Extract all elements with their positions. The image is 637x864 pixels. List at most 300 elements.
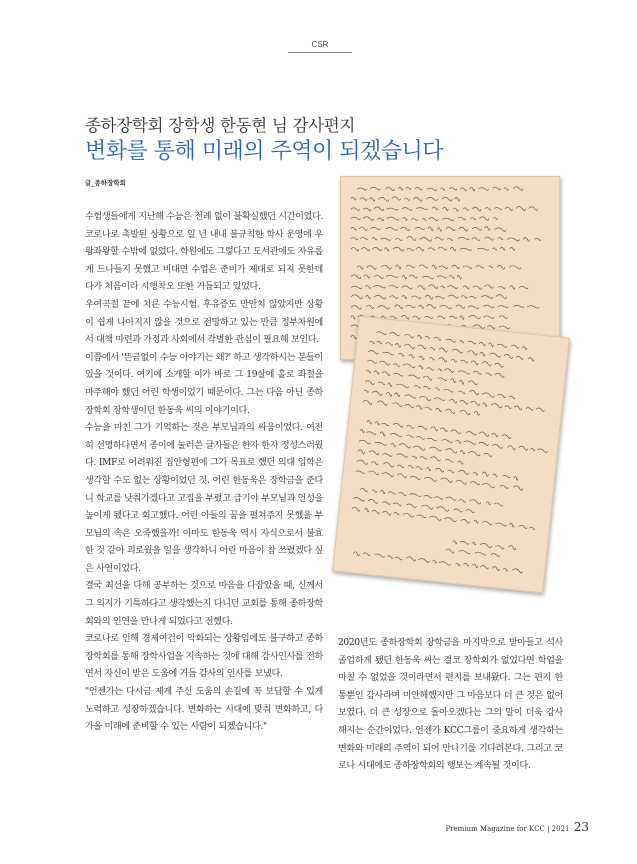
page-number: 23 xyxy=(573,820,589,834)
handwriting-stroke xyxy=(352,507,361,511)
handwriting-stroke xyxy=(444,368,454,372)
handwriting-stroke xyxy=(398,353,404,356)
handwriting-stroke xyxy=(418,286,426,290)
handwriting-stroke xyxy=(480,565,488,569)
handwriting-stroke xyxy=(458,550,470,554)
handwriting-stroke xyxy=(474,411,480,415)
handwriting-stroke xyxy=(456,480,467,484)
handwriting-stroke xyxy=(360,429,365,433)
handwriting-stroke xyxy=(396,265,401,269)
handwriting-stroke xyxy=(413,446,425,451)
handwriting-stroke xyxy=(372,510,380,514)
handwriting-stroke xyxy=(482,403,487,407)
handwriting-stroke xyxy=(503,568,507,571)
handwriting-stroke xyxy=(497,394,505,398)
handwriting-stroke xyxy=(516,207,525,211)
handwriting-stroke xyxy=(386,275,398,277)
handwriting-stroke xyxy=(449,399,457,403)
handwriting-stroke xyxy=(377,401,388,406)
handwriting-stroke xyxy=(395,343,401,347)
handwriting-stroke xyxy=(427,368,434,371)
handwriting-stroke xyxy=(446,497,457,501)
handwriting-stroke xyxy=(507,445,515,450)
handwriting-stroke xyxy=(450,247,455,251)
handwriting-stroke xyxy=(351,335,356,339)
handwriting-stroke xyxy=(405,305,415,308)
handwriting-stroke xyxy=(470,401,480,405)
handwriting-stroke xyxy=(513,187,523,190)
handwriting-stroke xyxy=(445,459,453,462)
handwriting-stroke xyxy=(360,237,367,239)
handwriting-stroke xyxy=(511,345,519,349)
handwriting-stroke xyxy=(426,305,435,309)
handwriting-stroke xyxy=(403,513,414,517)
handwriting-stroke xyxy=(364,208,371,211)
handwriting-stroke xyxy=(469,390,479,395)
handwriting-stroke xyxy=(485,207,490,210)
handwriting-stroke xyxy=(457,461,463,464)
handwriting-stroke xyxy=(374,295,386,299)
handwriting-stroke xyxy=(413,316,420,319)
handwriting-stroke xyxy=(498,237,503,239)
handwriting-stroke xyxy=(460,541,469,544)
handwriting-stroke xyxy=(386,342,393,345)
handwriting-stroke xyxy=(435,296,444,298)
handwriting-stroke xyxy=(406,435,413,438)
handwriting-stroke xyxy=(363,553,370,556)
handwriting-stroke xyxy=(486,373,492,376)
handwriting-stroke xyxy=(419,305,424,308)
handwriting-stroke xyxy=(412,456,417,459)
handwriting-stroke xyxy=(480,543,492,548)
handwriting-stroke xyxy=(508,545,516,550)
handwriting-stroke xyxy=(459,400,468,404)
handwriting-stroke xyxy=(369,450,379,454)
handwriting-stroke xyxy=(368,350,378,354)
handwriting-stroke xyxy=(420,456,427,459)
handwriting-stroke xyxy=(415,227,425,229)
handwriting-stroke xyxy=(479,442,489,446)
handwriting-stroke xyxy=(502,475,510,478)
handwriting-stroke xyxy=(368,499,378,503)
handwriting-stroke xyxy=(458,470,468,474)
handwriting-stroke xyxy=(475,266,483,268)
body-paragraph: 수험생들에게 지난해 수능은 전례 없이 불확실했던 시간이었다. 코로나로 촉발된 상황으로 일 년 내내 불규칙한 학사 운영에 우왕좌왕할 수밖에 없었다. 학원에도 그렇다고 도서관에도 자유롭게 드나들지 못했고 비대면 수업은 준비가 제대로 되지 못한데다가 처음이라 시행착오 또한 거듭되고 있었다. xyxy=(85,212,323,293)
handwriting-stroke xyxy=(451,359,457,362)
handwriting-stroke xyxy=(487,325,494,328)
handwriting-stroke xyxy=(477,248,488,250)
handwriting-stroke xyxy=(439,561,451,565)
handwriting-stroke xyxy=(460,248,472,250)
handwriting-stroke xyxy=(441,188,445,191)
handwriting-stroke xyxy=(363,217,373,220)
handwriting-stroke xyxy=(371,461,378,465)
handwriting-stroke xyxy=(471,361,479,365)
handwriting-stroke xyxy=(413,197,422,201)
handwriting-stroke xyxy=(416,466,423,469)
handwriting-stroke xyxy=(439,266,448,269)
handwriting-stroke xyxy=(497,265,504,269)
handwriting-stroke xyxy=(380,490,384,494)
body-paragraph: 우여곡절 끝에 치른 수능시험. 후유증도 만만치 않았지만 상황이 쉽게 나아지지 않을 것으로 전망하고 있는 만큼 정부차원에서 대책 마련과 가정과 사회에서 각별한 관심이 필요해 보인다. xyxy=(85,299,323,346)
handwriting-stroke xyxy=(378,306,390,309)
handwriting-stroke xyxy=(472,238,480,241)
handwriting-stroke xyxy=(479,432,489,437)
handwriting-stroke xyxy=(381,238,391,240)
handwriting-stroke xyxy=(430,347,435,350)
handwriting-stroke xyxy=(382,501,390,504)
handwriting-stroke xyxy=(397,473,407,478)
handwriting-lines xyxy=(333,317,569,593)
handwritten-letter-page-2 xyxy=(332,316,570,594)
handwriting-stroke xyxy=(396,384,409,388)
handwriting-stroke xyxy=(440,478,452,483)
handwriting-stroke xyxy=(438,357,447,362)
handwriting-stroke xyxy=(495,523,506,526)
handwriting-stroke xyxy=(389,332,399,336)
handwriting-stroke xyxy=(377,218,384,221)
handwriting-stroke xyxy=(447,238,453,240)
handwriting-stroke xyxy=(351,227,356,230)
handwriting-stroke xyxy=(351,217,360,220)
handwriting-stroke xyxy=(409,275,417,278)
handwriting-stroke xyxy=(372,237,377,240)
section-tag: CSR xyxy=(311,40,329,49)
handwriting-stroke xyxy=(440,305,452,308)
handwriting-stroke xyxy=(398,187,402,190)
handwriting-stroke xyxy=(411,219,418,221)
handwriting-stroke xyxy=(406,187,411,189)
handwriting-stroke xyxy=(454,198,459,202)
handwriting-stroke xyxy=(512,568,522,573)
handwriting-stroke xyxy=(459,227,468,231)
handwriting-stroke xyxy=(460,316,464,320)
handwriting-stroke xyxy=(388,491,396,494)
handwriting-stroke xyxy=(449,188,457,190)
body-paragraph: 이쯤에서 '뜬금없이 수능 이야기는 왜?' 하고 생각하시는 분들이 있을 것이다. 여기에 소개할 이가 바로 그 19살에 홀로 좌절을 마주해야 했던 어린 학생이었기 때문이다. 그는 다음 아닌 종하장학회 장학생이던 한동욱 씨의 이야기이다. xyxy=(85,352,323,416)
handwriting-stroke xyxy=(374,275,383,278)
handwriting-stroke xyxy=(437,378,447,381)
handwriting-stroke xyxy=(507,238,519,241)
handwriting-stroke xyxy=(423,376,432,381)
handwriting-stroke xyxy=(463,208,468,211)
handwriting-stroke xyxy=(492,187,500,190)
handwriting-stroke xyxy=(414,385,421,388)
handwriting-stroke xyxy=(441,439,452,443)
handwriting-stroke xyxy=(504,354,513,359)
handwriting-stroke xyxy=(451,430,461,434)
handwriting-stroke xyxy=(432,265,436,269)
article-byline: 글_종하장학회 xyxy=(85,179,126,187)
handwriting-stroke xyxy=(375,421,379,425)
handwriting-stroke xyxy=(459,410,470,415)
handwriting-stroke xyxy=(445,409,455,414)
handwriting-stroke xyxy=(435,237,443,240)
handwriting-stroke xyxy=(381,423,389,426)
article-title: 변화를 통해 미래의 주역이 되겠습니다 xyxy=(85,139,444,164)
handwriting-stroke xyxy=(419,356,424,360)
handwriting-stroke xyxy=(429,447,442,451)
handwriting-stroke xyxy=(366,305,373,308)
handwriting-stroke xyxy=(373,285,385,288)
handwriting-stroke xyxy=(370,227,380,229)
handwriting-stroke xyxy=(514,476,518,480)
handwriting-stroke xyxy=(522,347,527,350)
handwriting-stroke xyxy=(377,341,382,344)
handwriting-stroke xyxy=(390,433,402,437)
handwriting-stroke xyxy=(429,357,434,360)
handwriting-stroke xyxy=(458,237,469,239)
handwriting-stroke xyxy=(504,188,508,191)
footer-separator: | xyxy=(547,825,550,833)
handwriting-stroke xyxy=(364,275,370,278)
handwriting-stroke xyxy=(381,265,391,269)
handwriting-stroke xyxy=(351,306,361,310)
handwriting-stroke xyxy=(378,197,388,201)
handwriting-stroke xyxy=(470,218,476,220)
handwriting-stroke xyxy=(407,248,414,251)
handwriting-stroke xyxy=(441,286,445,288)
handwriting-stroke xyxy=(493,248,497,250)
handwriting-stroke xyxy=(453,208,458,211)
handwriting-stroke xyxy=(514,406,522,410)
handwriting-stroke xyxy=(505,207,512,211)
handwriting-stroke xyxy=(409,493,421,496)
handwriting-stroke xyxy=(402,275,406,279)
handwriting-stroke xyxy=(366,370,370,373)
handwriting-stroke xyxy=(420,237,432,241)
handwriting-stroke xyxy=(395,238,402,240)
handwriting-stroke xyxy=(500,247,505,250)
handwriting-stroke xyxy=(406,265,414,268)
section-rule xyxy=(288,52,352,53)
handwriting-stroke xyxy=(459,380,464,384)
handwriting-stroke xyxy=(367,360,377,364)
body-paragraph: 결국 최선을 다해 공부하는 것으로 마음을 다잡았을 때, 신께서 그 의지가 기특하다고 생각했는지 다니던 교회를 통해 종하장학회와의 인연을 만나게 되었다고 전했다. xyxy=(85,581,323,627)
handwriting-stroke xyxy=(356,471,365,474)
handwriting-stroke xyxy=(406,556,416,561)
handwriting-stroke xyxy=(461,519,470,523)
handwriting-stroke xyxy=(409,354,415,358)
handwriting-stroke xyxy=(415,187,422,190)
handwriting-stroke xyxy=(418,365,423,369)
handwriting-stroke xyxy=(456,305,464,309)
handwriting-stroke xyxy=(497,344,507,348)
handwriting-stroke xyxy=(397,465,403,468)
handwriting-stroke xyxy=(417,345,426,349)
handwriting-stroke xyxy=(463,563,469,566)
handwriting-stroke xyxy=(523,238,529,242)
handwriting-stroke xyxy=(495,545,503,549)
handwriting-stroke xyxy=(370,187,380,190)
handwriting-stroke xyxy=(416,208,427,210)
handwriting-stroke xyxy=(463,441,476,445)
handwriting-stroke xyxy=(378,382,385,385)
handwriting-stroke xyxy=(401,315,409,319)
handwriting-stroke xyxy=(382,371,390,375)
handwriting-stroke xyxy=(411,296,420,299)
handwriting-stroke xyxy=(424,495,432,498)
handwriting-stroke xyxy=(367,266,376,270)
body-paragraph: 2020년도 종하장학회 장학금을 마지막으로 받아들고 석사 졸업하게 됐던 한동욱 씨는 결코 장학회가 없었다면 학업을 마칠 수 없었을 것이라면서 편지를 보내왔다. 그는 편지 한 통뿐인 감사라며 미안해했지만 그 마음보다 더 큰 것은 없어보였다. 더 큰 성장으로 돌아오겠다는 그의 말이 더욱 감사해지는 순간이었다. 언젠가 KCC그룹이 중요하게 생각하는 변화와 미래의 주역이 되어 만나기를 기다려본다. 그리고 코로나 시대에도 종하장학회의 행보는 계속될 것이다. xyxy=(338,638,563,772)
handwriting-stroke xyxy=(434,496,443,499)
handwriting-stroke xyxy=(482,392,494,397)
handwriting-stroke xyxy=(372,391,382,396)
handwriting-stroke xyxy=(502,434,512,438)
handwriting-stroke xyxy=(446,339,456,342)
handwriting-stroke xyxy=(392,197,401,200)
handwriting-stroke xyxy=(438,316,446,319)
handwriting-stroke xyxy=(434,337,441,341)
handwriting-stroke xyxy=(393,364,400,367)
handwriting-stroke xyxy=(390,296,398,299)
handwriting-stroke xyxy=(535,238,541,240)
handwriting-stroke xyxy=(484,285,493,288)
handwriting-stroke xyxy=(438,369,442,371)
handwriting-stroke xyxy=(537,449,548,453)
handwriting-stroke xyxy=(437,276,446,278)
handwriting-stroke xyxy=(423,386,431,389)
handwriting-stroke xyxy=(518,446,527,451)
handwriting-stroke xyxy=(386,392,392,396)
handwriting-stroke xyxy=(461,296,467,299)
handwriting-stroke xyxy=(351,286,362,288)
handwriting-stroke xyxy=(473,207,481,211)
handwriting-stroke xyxy=(483,316,494,319)
handwriting-stroke xyxy=(470,187,475,191)
handwriting-stroke xyxy=(510,247,515,250)
handwriting-stroke xyxy=(375,554,385,558)
handwriting-stroke xyxy=(402,295,407,298)
handwriting-stroke xyxy=(360,488,368,492)
handwriting-stroke xyxy=(530,527,535,530)
handwriting-stroke xyxy=(424,316,432,318)
handwriting-stroke xyxy=(393,423,403,427)
handwriting-stroke xyxy=(391,443,396,447)
handwriting-stroke xyxy=(509,266,521,269)
handwriting-stroke xyxy=(458,391,465,394)
handwriting-stroke xyxy=(457,275,461,279)
handwriting-stroke xyxy=(382,511,391,515)
handwriting-stroke xyxy=(443,207,448,210)
handwriting-stroke xyxy=(351,237,358,239)
handwriting-stroke xyxy=(436,506,449,511)
handwriting-stroke xyxy=(473,286,482,289)
handwriting-stroke xyxy=(406,504,416,508)
article-body-right-column xyxy=(338,635,563,776)
handwriting-stroke xyxy=(392,402,402,406)
handwriting-stroke xyxy=(492,433,498,437)
handwriting-stroke xyxy=(459,340,463,343)
footer-year: 2021 xyxy=(551,825,570,833)
handwriting-stroke xyxy=(393,373,403,376)
quote-paragraph: "언젠가는 다시금 제게 주신 도움의 손길에 꼭 보답할 수 있게 노력하고 성장하겠습니다. 변화하는 시대에 맞춰 변화하고, 다가올 미래에 준비할 수 있는 사람이 되겠습니다." xyxy=(85,687,323,733)
article-subtitle: 종하장학회 장학생 한동현 님 감사편지 xyxy=(85,116,356,135)
handwriting-stroke xyxy=(365,508,369,512)
handwriting-stroke xyxy=(422,219,426,221)
handwriting-stroke xyxy=(358,450,365,454)
handwriting-stroke xyxy=(405,198,410,200)
handwriting-stroke xyxy=(370,198,375,202)
handwriting-stroke xyxy=(359,440,371,444)
handwriting-stroke xyxy=(351,197,356,200)
handwriting-stroke xyxy=(509,523,514,527)
handwriting-stroke xyxy=(382,472,394,476)
handwriting-stroke xyxy=(395,557,402,560)
handwriting-stroke xyxy=(519,286,528,288)
handwriting-stroke xyxy=(466,431,477,435)
handwriting-stroke xyxy=(447,286,457,289)
handwriting-stroke xyxy=(393,503,401,506)
handwriting-stroke xyxy=(499,316,507,319)
handwriting-stroke xyxy=(351,275,361,279)
handwriting-stroke xyxy=(445,448,457,453)
handwriting-stroke xyxy=(359,227,367,231)
handwriting-stroke xyxy=(516,356,523,359)
handwriting-stroke xyxy=(428,285,437,289)
handwriting-stroke xyxy=(479,342,485,346)
handwriting-stroke xyxy=(509,396,515,399)
handwriting-stroke xyxy=(404,404,413,408)
handwriting-stroke xyxy=(383,352,394,355)
handwriting-stroke xyxy=(493,217,497,219)
handwriting-stroke xyxy=(427,438,437,441)
handwriting-stroke xyxy=(388,383,392,387)
body-paragraph: 수능을 마친 그가 기억하는 것은 부모님과의 싸움이었다. 여전히 선명하다면서 종이에 눌러쓴 글자들은 한자 한자 정성스러웠다. IMF로 어려워진 집안형편에 그가 목표로 했던 의대 입학은 생각할 수도 없는 상황이었던 것. 어린 한동욱은 장학금을 준다니 학교를 낮춰가겠다고 고집을 부렸고 급기야 부모님과 언성을 높이게 됐다고 회고했다. 어린 아들의 꿈을 펼쳐주지 못했을 부모님의 속은 오죽했을까! 아마도 한동욱 역시 자식으로서 불효한 것 같아 괴로웠을 일을 생각하니 어린 마음이 참 쓰렸겠다 싶은 사연이었다. xyxy=(85,423,323,574)
handwriting-stroke xyxy=(351,208,359,211)
handwriting-stroke xyxy=(407,236,416,240)
handwriting-stroke xyxy=(431,426,438,430)
handwriting-stroke xyxy=(361,247,369,250)
handwriting-stroke xyxy=(478,188,488,191)
handwriting-stroke xyxy=(380,432,386,436)
handwriting-stroke xyxy=(493,474,498,477)
article-body-left-column xyxy=(85,209,323,737)
handwriting-stroke xyxy=(364,390,369,392)
handwriting-stroke xyxy=(492,444,503,448)
handwriting-stroke xyxy=(529,207,538,211)
handwriting-stroke xyxy=(481,296,493,299)
handwriting-stroke xyxy=(428,248,435,250)
handwriting-stroke xyxy=(536,408,544,412)
handwriting-stroke xyxy=(510,286,515,290)
handwriting-stroke xyxy=(473,371,481,374)
handwriting-stroke xyxy=(455,563,460,566)
handwriting-stroke xyxy=(489,353,500,357)
handwriting-stroke xyxy=(470,296,477,298)
handwriting-stroke xyxy=(432,207,438,210)
handwriting-stroke xyxy=(498,286,505,288)
handwriting-stroke xyxy=(351,247,358,251)
handwriting-stroke xyxy=(499,326,509,329)
handwriting-stroke xyxy=(360,198,367,201)
handwriting-stroke xyxy=(388,556,393,559)
handwriting-stroke xyxy=(452,349,463,353)
handwriting-stroke xyxy=(426,467,430,471)
handwriting-stroke xyxy=(416,405,422,409)
handwriting-stroke xyxy=(429,516,441,521)
handwriting-stroke xyxy=(402,208,412,211)
handwriting-stroke xyxy=(479,217,488,221)
handwriting-stroke xyxy=(427,188,437,190)
handwriting-stroke xyxy=(426,197,437,200)
handwriting-stroke xyxy=(388,285,398,288)
handwriting-stroke xyxy=(419,265,427,268)
handwriting-stroke xyxy=(463,266,472,269)
handwriting-stroke xyxy=(468,381,477,386)
handwriting-stroke xyxy=(442,197,452,201)
handwriting-stroke xyxy=(495,373,505,378)
